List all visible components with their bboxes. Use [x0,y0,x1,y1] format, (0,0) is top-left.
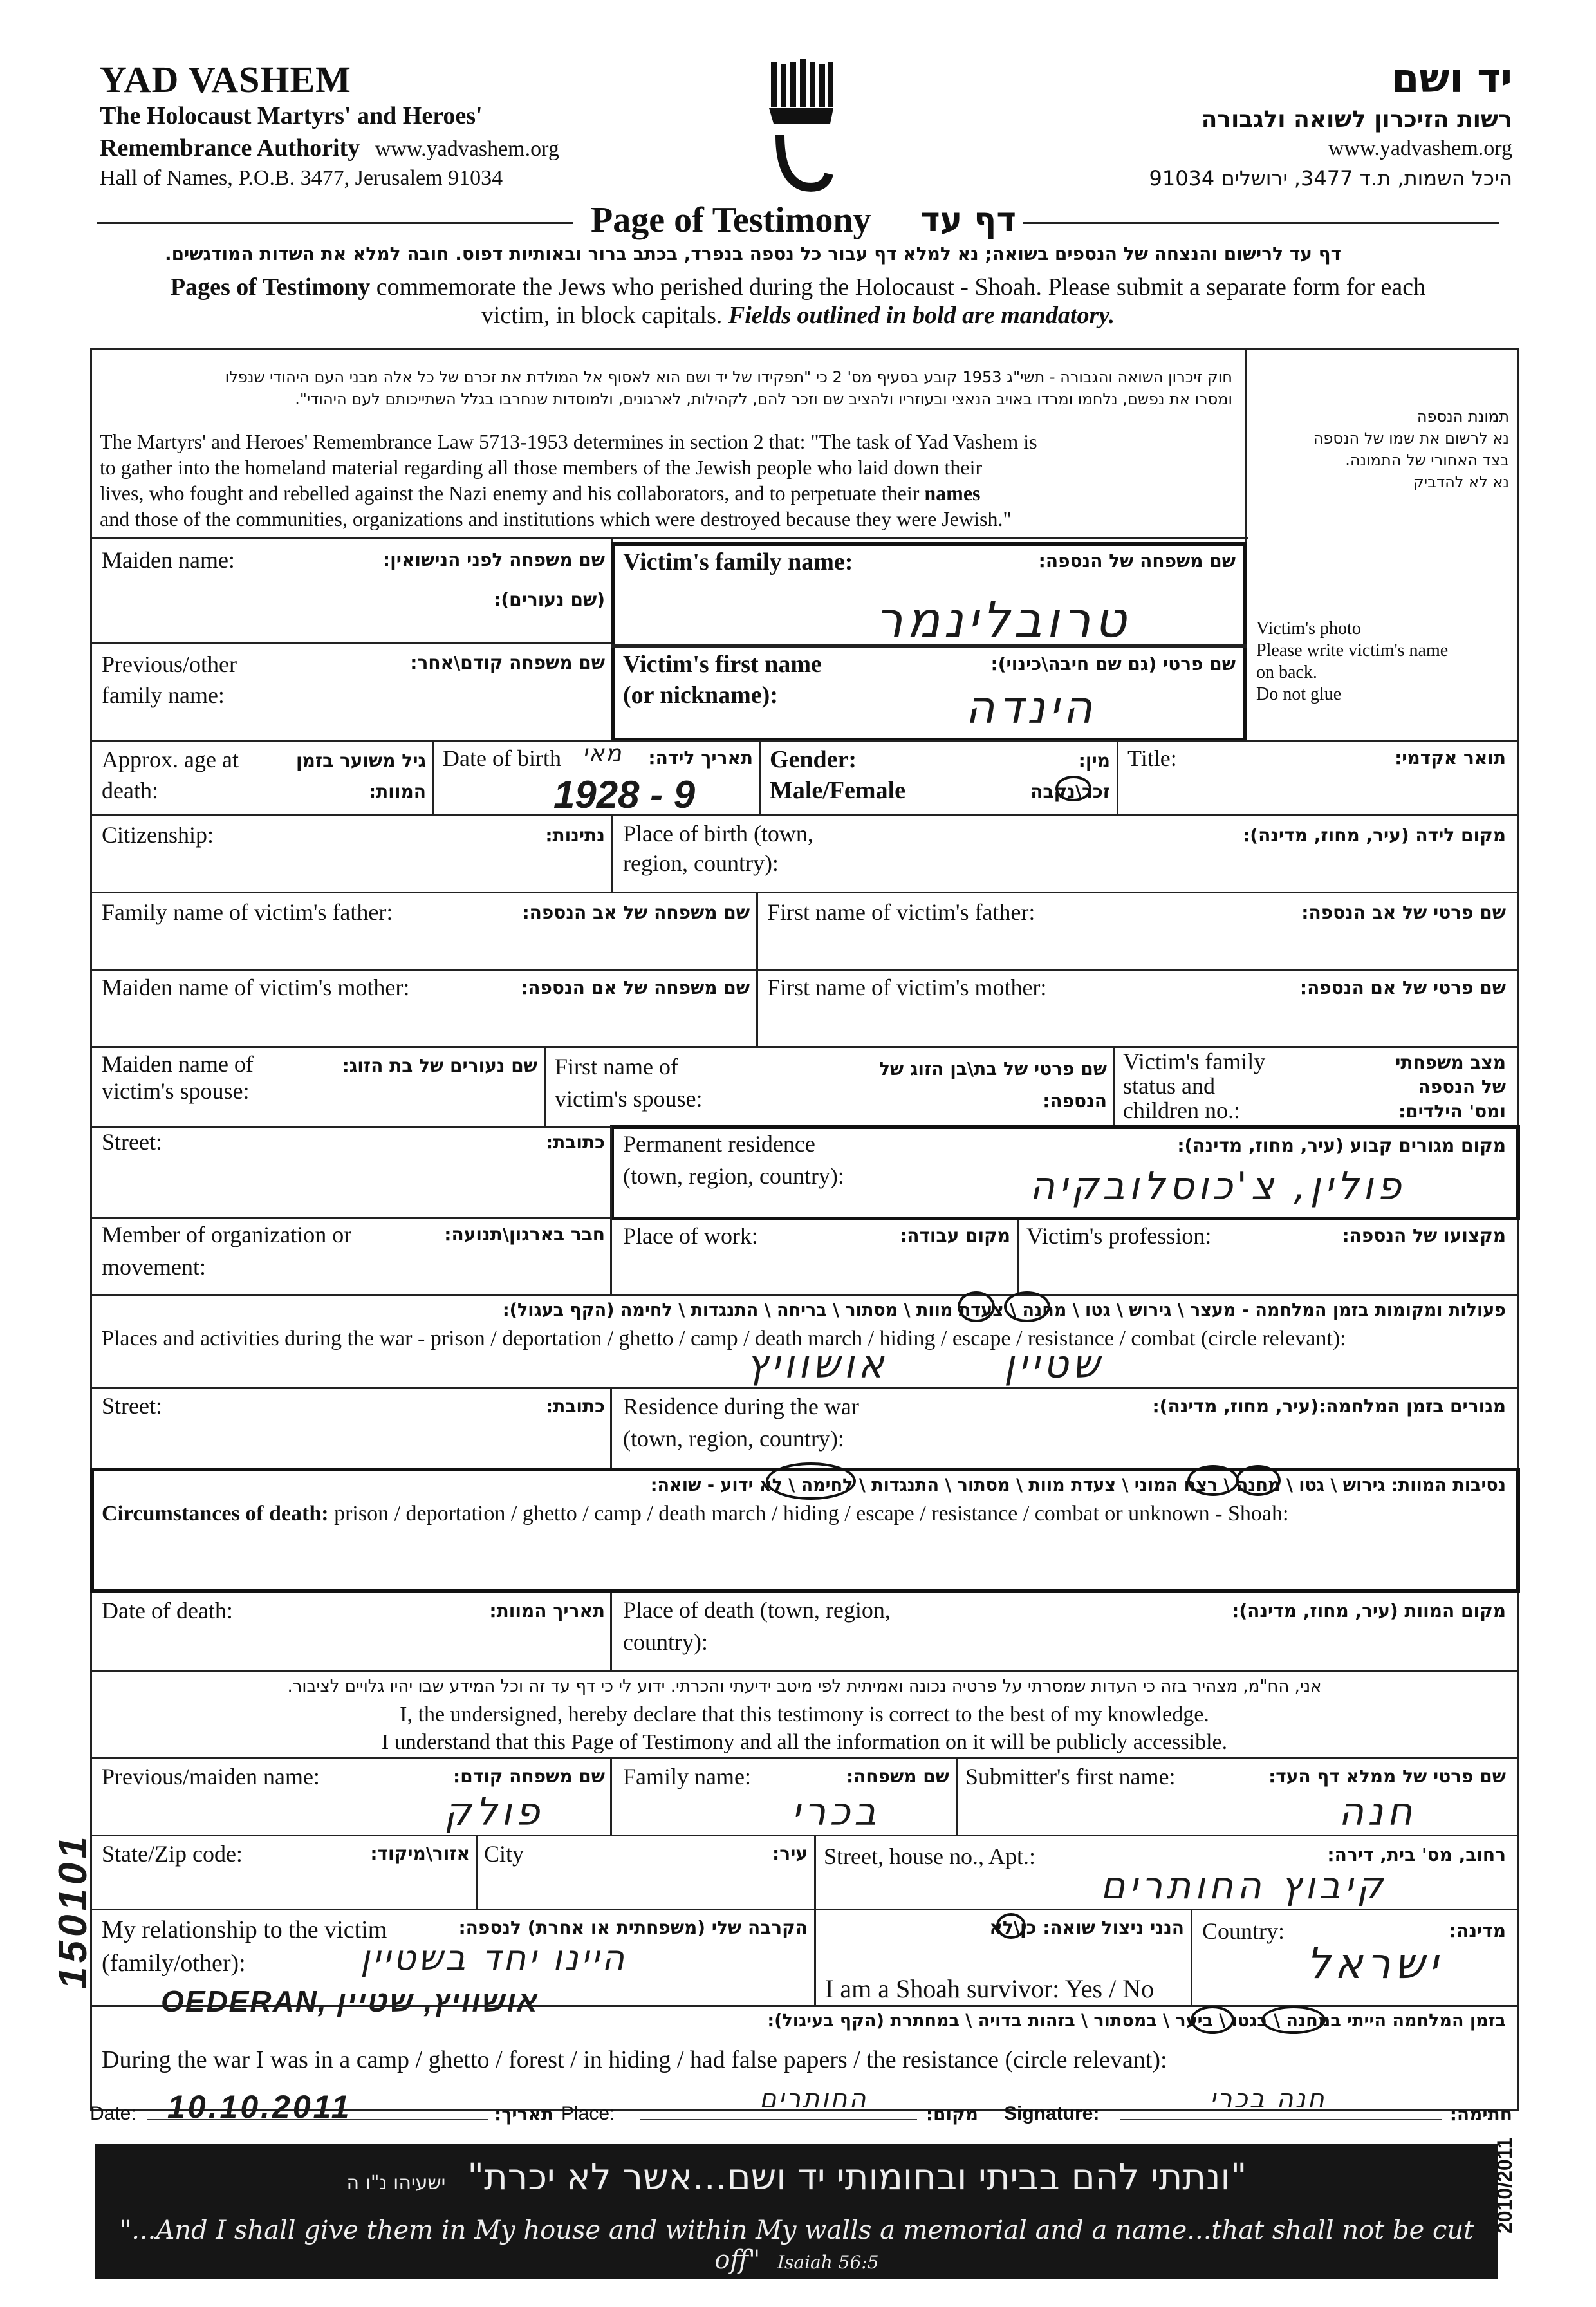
first-name-label-1: Victim's first name [623,651,822,678]
authority-name-en-2 [100,134,559,162]
law-en-1: The Martyrs' and Heroes' Remembrance Law 5713-1953 determines in section 2 that: "The task of Yad Vashem is [100,430,1037,453]
declaration-he: אני, הח"מ, מצהיר בזה כי העדות שמסרתי על פרטיה נכונה ואמיתית לפי מיטב ידיעתי והכרתי. ידוע לי כי דף עד זה וכל המידע שבו יהיו גלויים לציבור. [287,1677,1322,1696]
authority-name-he: רשות הזיכרון לשואה ולגבורה [1201,106,1512,133]
org-name-he: יד ושם [1391,55,1512,102]
rule-war-residence-top [90,1387,1519,1389]
dob-month-note: מאי [582,740,623,767]
title-label-he: תואר אקדמי: [1395,747,1506,769]
spouse-first-label [555,1051,702,1115]
previous-name-label-he: שם משפחה קודם\אחר: [410,652,605,673]
rule-names-top [90,537,1248,539]
spouse-divider-1 [544,1046,546,1126]
website-he: www.yadvashem.org [1328,136,1512,160]
survivor-label: I am a Shoah survivor: Yes / No [825,1974,1155,2003]
dob-label: Date of birth [443,745,561,771]
permanent-residence-label-he: מקום מגורים קבוע (עיר, מחוז, מדינה): [1177,1135,1506,1156]
photo-en-1: Victim's photo [1256,619,1361,639]
citizenship-label: Citizenship: [102,822,214,848]
rule-declaration-top [90,1670,1519,1672]
first-name-label-2: (or nickname): [623,682,778,709]
submitter-first-label: Submitter's first name: [965,1764,1176,1789]
declaration-en-2: I understand that this Page of Testimony and all the information on it will be publicly accessible. [381,1730,1228,1754]
mother-first-label-he: שם פרטי של אם הנספה: [1299,977,1506,998]
street-label-he: כתובת: [546,1132,605,1153]
war-places-label: Places and activities during the war - prison / deportation / ghetto / camp / death march / hiding / escape / resistance / combat (circle relevant): [102,1327,1346,1350]
submitter-divider-1 [610,1757,612,1835]
title-label: Title: [1127,745,1177,771]
website-en: www.yadvashem.org [375,137,559,161]
intro-en-2 [97,301,1499,330]
intro-en-1 [97,273,1499,301]
photo-en-3: on back. [1256,662,1317,682]
war-status-label: During the war I was in a camp / ghetto / forest / in hiding / had false papers / the resistance (circle relevant): [102,2046,1167,2073]
relationship-label-he: הקרבה שלי (משפחתית או אחרת) לנספה: [458,1917,808,1938]
death-date-label-he: תאריך המוות: [489,1600,605,1621]
signature-line [1120,2119,1442,2120]
date-field[interactable]: 10.10.2011 [167,2089,352,2125]
intro-he: דף עד לרישום והנצחה של הנספים בשואה; נא למלא דף עבור כל נספה בנפרד, בכתב ברור ובאותיות דפוס. חובה למלא את השדות המודגשים. [164,243,1342,265]
family-status-label-3: children no.: [1123,1097,1240,1123]
age-label [102,744,239,806]
rule-mother-top [90,969,1519,971]
war-residence-divider [610,1387,612,1468]
authority-name-en-1: The Holocaust Martyrs' and Heroes' [100,102,483,129]
place-label-he: מקום: [925,2104,978,2125]
gender-label-he-2: זכר\נקבה [1030,781,1110,802]
rule-age-top [90,740,1519,742]
maiden-name-label-he: שם משפחה לפני הנישואין: [382,549,605,570]
city-label: City [484,1841,524,1867]
yad-vashem-logo-icon [766,58,837,200]
photo-he-2: נא לרשום את שמו של הנספה [1313,429,1509,447]
relationship-label-2: (family/other): [102,1950,246,1977]
previous-name-label-2: family name: [102,682,225,708]
signature-label-he: חתימה: [1449,2104,1512,2125]
family-name-label-he: שם משפחה של הנספה: [1038,550,1236,572]
death-place-label-2: country): [623,1629,708,1655]
submitter-prev-name-label: Previous/maiden name: [102,1764,320,1789]
submitter-prev-name-label-he: שם משפחה קודם: [453,1766,605,1787]
relationship-label-1: My relationship to the victim [102,1916,387,1943]
street-2-label: Street: [102,1393,162,1419]
organization-label [102,1219,351,1283]
work-label-he: מקום עבודה: [900,1225,1010,1246]
family-status-label-he-1: מצב משפחתי [1395,1052,1506,1073]
death-circumstances-label-rest: prison / deportation / ghetto / camp / death march / hiding / escape / resistance / combat or unknown - Shoah: [328,1502,1289,1526]
death-circumstances-label [102,1500,1288,1528]
gender-label-2: Male/Female [770,777,906,804]
rule-maiden-bottom [90,642,611,644]
death-place-label [623,1594,891,1658]
address-divider-2 [814,1835,816,1909]
submitter-prev-name-field[interactable]: פולק [444,1789,544,1835]
street-address-label: Street, house no., Apt.: [824,1844,1035,1869]
age-label-1: Approx. age at [102,747,239,772]
rule-submitter-top [90,1757,1519,1759]
citizenship-label-he: נתינות: [545,825,605,846]
war-status-label-he: בזמן המלחמה הייתי במחנה \ בגטו \ ביער \ במסתור \ בזהות בדויה \ במחתרת (הקף בעיגול): [767,2011,1506,2031]
law-en [100,429,1232,532]
place-line [640,2119,917,2120]
family-status-label-he-3: ומס' הילדים: [1398,1101,1506,1122]
gender-label [770,744,905,806]
country-label: Country: [1202,1918,1285,1944]
family-status-label-1: Victim's family [1123,1049,1266,1074]
intro-en-line2: victim, in block capitals. [481,302,728,329]
maiden-name-field[interactable] [102,605,411,633]
war-places-value-1[interactable]: אושוויץ [747,1342,888,1387]
mother-maiden-label: Maiden name of victim's mother: [102,975,410,1000]
spouse-maiden-label-he: שם נעורים של בת הזוג: [342,1055,537,1076]
mother-first-label: First name of victim's mother: [767,975,1047,1000]
rule-war-top [90,1294,1519,1296]
gender-female-circle[interactable] [1055,776,1091,801]
organization-label-2: movement: [102,1254,206,1280]
gender-label-he-1: מין: [1078,750,1110,771]
date-label: Date: [90,2103,136,2124]
death-date-label: Date of death: [102,1598,233,1623]
photo-en-2: Please write victim's name [1256,640,1449,660]
family-status-label-he [1371,1051,1506,1124]
street-address-label-he: רחוב, מס' בית, דירה: [1327,1844,1506,1865]
signature-field[interactable]: חנה בכרי [1210,2084,1326,2114]
law-en-2: to gather into the homeland material regarding all those members of the Jewish people who laid down their [100,456,983,479]
city-label-he: עיר: [772,1843,808,1864]
rule-spouse-top [90,1046,1519,1048]
zip-label-he: אזור\מיקוד: [370,1843,470,1864]
dob-label-he: תאריך לידה: [648,747,753,769]
war-status-camp-circle[interactable] [1261,2006,1326,2034]
survivor-divider [1191,1909,1192,2005]
intro-en-bold: Pages of Testimony [170,274,371,301]
permanent-residence-label [623,1128,844,1192]
street-label: Street: [102,1129,162,1155]
age-label-he [283,745,426,807]
age-label-he-1: גיל משוער בזמן [296,750,426,771]
death-circumstances-label-he: נסיבות המוות: גירוש \ גטו \ מחנה \ רצח המוני \ צעדת מוות \ מסתור \ התנגדות \ לחימה \ לא ידוע - שואה: [650,1475,1506,1495]
family-name-field[interactable]: טרובלינמר [875,591,1130,648]
submitter-first-field[interactable]: חנה [1339,1789,1416,1835]
previous-name-label-1: Previous/other [102,651,237,677]
header-rule-right [1023,222,1499,224]
organization-label-he: חבר בארגון\תנועה: [444,1224,605,1245]
spouse-maiden-label-1: Maiden name of [102,1051,254,1077]
first-name-label [623,649,822,711]
place-label: Place: [561,2103,615,2124]
relationship-field-2[interactable]: OEDERAN, אושוויץ, שטיין [161,1985,539,2018]
citizenship-divider [611,814,613,892]
quote-he-text: "ונתתי להם בביתי ובחומותי יד ושם...אשר לא יכרת" [467,2156,1247,2198]
war-residence-label-1: Residence during the war [623,1394,859,1419]
mother-maiden-label-he: שם משפחה של אם הנספה: [521,977,750,998]
quote-banner [95,2144,1498,2279]
maiden-name-label: Maiden name: [102,547,235,573]
street-address-field[interactable]: קיבוץ החותרים [1100,1863,1387,1907]
death-circumstances-field[interactable] [103,1532,1506,1583]
survivor-yes-circle[interactable] [996,1913,1026,1939]
quote-en [95,2216,1498,2275]
war-places-label-he: פעולות ומקומות בזמן המלחמה - מעצר \ גירוש \ גטו \ מחנה \ צעדת מוות \ מסתור \ בריחה \ התנגדות \ לחימה (הקף בעגול): [502,1300,1506,1320]
death-circumstances-camp-circle[interactable] [1187,1465,1239,1496]
war-residence-label-2: (town, region, country): [623,1426,844,1452]
authority-name-en-2-text: Remembrance Authority [100,135,360,162]
relationship-label [102,1913,387,1980]
birth-place-label-1: Place of birth (town, [623,821,813,846]
spouse-maiden-label [102,1051,254,1105]
war-places-ghetto-circle[interactable] [958,1291,995,1322]
zip-label: State/Zip code: [102,1841,243,1867]
profession-label-he: מקצועו של הנספה: [1342,1225,1506,1246]
birth-place-label [623,819,813,878]
law-en-3 [100,480,1232,506]
submitter-family-label: Family name: [623,1764,751,1789]
spouse-first-label-he-1: שם פרטי של בת\בן הזוג של [878,1058,1107,1079]
spouse-divider-2 [1113,1046,1115,1126]
gender-label-1: Gender: [770,746,857,773]
spouse-first-label-2: victim's spouse: [555,1086,703,1112]
quote-en-text: "...And I shall give them in My house and within My walls a memorial and a name...that shall not be cut off" [119,2216,1474,2275]
org-name-en: YAD VASHEM [100,59,351,100]
age-label-he-2: המוות: [368,781,426,802]
permanent-residence-field[interactable]: פולין, צ'כוסלובקיה [1030,1164,1406,1209]
work-divider [1017,1220,1019,1294]
dob-divider [759,740,761,814]
spouse-maiden-label-2: victim's spouse: [102,1078,250,1104]
family-status-label-2: status and [1123,1073,1215,1099]
quote-he [95,2156,1498,2198]
rule-citizenship-top [90,814,1519,816]
death-circumstances-label-bold: Circumstances of death: [102,1502,329,1526]
profession-label: Victim's profession: [1026,1223,1212,1249]
maiden-name-label-he-2: (שם נעורים): [494,589,605,610]
birth-place-label-2: region, country): [623,850,779,876]
edition-year: 2010/2011 [1493,2137,1516,2234]
photo-instructions-he [1255,406,1509,493]
rule-address-top [90,1835,1519,1836]
quote-he-ref: ישעיהו נ"ו ה [346,2172,446,2194]
death-place-label-he: מקום המוות (עיר, מחוז, מדינה): [1232,1600,1506,1621]
organization-label-1: Member of organization or [102,1222,352,1247]
gender-divider [1117,740,1118,814]
intro-en-mandatory: Fields outlined in bold are mandatory. [728,302,1115,329]
war-residence-label [623,1390,859,1455]
war-places-value-2[interactable]: שטיין [1004,1342,1104,1387]
quote-en-ref: Isaiah 56:5 [777,2252,879,2273]
photo-he-3: בצד האחורי של התמונה. [1345,451,1509,469]
father-first-label: First name of victim's father: [767,899,1035,925]
photo-he-1: תמונת הנספה [1416,407,1509,425]
war-residence-label-he: מגורים בזמן המלחמה:(עיר, מחוז, מדינה): [1152,1396,1506,1417]
spouse-first-label-he-2: הנספה: [1043,1090,1107,1112]
submitter-family-label-he: שם משפחה: [846,1766,949,1787]
submitter-first-label-he: שם פרטי של ממלא דף העד: [1268,1766,1506,1787]
intro-en-rest: commemorate the Jews who perished during the Holocaust - Shoah. Please submit a separate form for each [370,274,1426,301]
previous-name-label [102,649,237,711]
death-place-label-1: Place of death (town, region, [623,1597,891,1623]
war-status-ghetto-circle[interactable] [1191,2006,1234,2034]
father-first-label-he: שם פרטי של אב הנספה: [1301,902,1506,923]
death-divider [610,1593,612,1670]
header-rule-left [97,222,573,224]
address-en: Hall of Names, P.O.B. 3477, Jerusalem 91034 [100,166,503,190]
first-name-field[interactable]: הינדה [965,681,1097,734]
date-label-he: תאריך: [494,2104,553,2125]
family-status-label-he-2: של הנספה [1418,1076,1506,1097]
father-family-label: Family name of victim's father: [102,899,393,925]
spouse-first-label-he [837,1053,1107,1117]
family-status-label [1123,1049,1265,1123]
war-places-camp-circle[interactable] [1004,1291,1050,1322]
permanent-residence-label-2: (town, region, country): [623,1163,844,1189]
street-2-label-he: כתובת: [546,1396,605,1417]
country-label-he: מדינה: [1449,1920,1506,1941]
permanent-residence-label-1: Permanent residence [623,1131,815,1157]
address-he: היכל השמות, ת.ד 3477, ירושלים 91034 [1149,166,1512,191]
relationship-field-1[interactable]: היינו יחד בשטיין [360,1938,627,1978]
law-he-2: ומסרו את נפשם, נלחמו ומרדו באויב הנאצי ובעוזריו ולהציב שם וזכר להם, לקהילות, לארגונים, ולמוסדות שנחרבו בגלל השתייכותם לעם היהודי". [295,390,1232,408]
birth-place-label-he: מקום לידה (עיר, מחוז, מדינה): [1243,825,1506,846]
rule-father-top [90,892,1519,893]
gender-label-he [965,745,1110,807]
rule-relationship-top [90,1909,1519,1910]
photo-instructions-en [1256,618,1448,705]
death-circumstances-ghetto-circle[interactable] [1236,1465,1281,1496]
page-title-he: דף עד [920,201,1016,239]
address-divider-1 [476,1835,478,1909]
street-divider [610,1126,612,1294]
page-title-en: Page of Testimony [591,200,871,240]
dob-field[interactable]: 1928 - 9 [553,773,696,816]
age-label-2: death: [102,778,158,803]
photo-en-4: Do not glue [1256,684,1342,704]
death-circumstances-unknown-circle[interactable] [766,1462,856,1500]
country-field[interactable]: ישראל [1306,1939,1442,1988]
law-en-3-text: lives, who fought and rebelled against the Nazi enemy and his collaborators, and to perpetuate their [100,481,920,505]
margin-number: 150101 [51,1833,95,1989]
first-name-label-he: שם פרטי (גם שם חיבה\כינוי): [990,653,1236,675]
survivor-label-he: הנני ניצול שואה: כן\לא [989,1917,1184,1938]
family-name-label: Victim's family name: [623,548,853,575]
relationship-divider [814,1909,816,2005]
law-he-1: חוק זיכרון השואה והגבורה - תשי"ג 1953 קובע בסעיף מס' 2 כי "תפקידו של יד ושם הוא לאסוף אל המולדת את זכרם של כל אלה מבני העם היהודי שנפלו [225,368,1232,386]
photo-he-4: נא לא להדביק [1413,473,1509,491]
previous-name-field[interactable] [302,682,598,721]
submitter-divider-2 [956,1757,958,1835]
declaration-en-1: I, the undersigned, hereby declare that this testimony is correct to the best of my knowledge. [400,1703,1209,1726]
place-field[interactable]: החותרים [759,2084,868,2114]
law-en-4: and those of the communities, organizations and institutions which were destroyed because they were Jewish." [100,507,1012,530]
work-label: Place of work: [623,1223,758,1249]
signature-label: Signature: [1004,2103,1100,2124]
submitter-family-field[interactable]: בכרי [792,1789,880,1835]
age-divider [432,740,434,814]
spouse-first-label-1: First name of [555,1054,678,1079]
law-en-3-bold: names [924,481,981,505]
father-family-label-he: שם משפחה של אב הנספה: [522,902,750,923]
